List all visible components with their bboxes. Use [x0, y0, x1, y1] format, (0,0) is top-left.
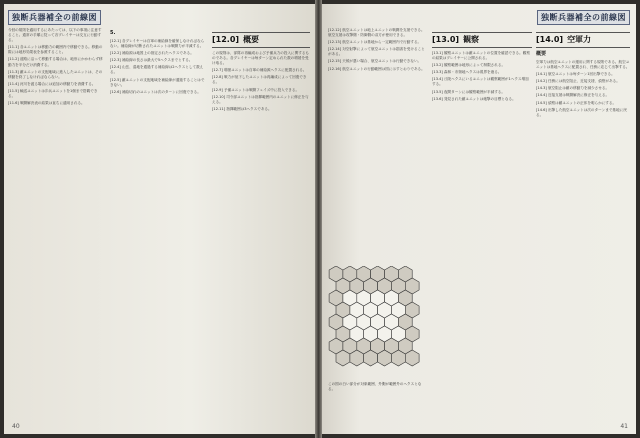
col1-paragraph: [11.4] 河川を渡る場合には追加の移動力を消費する。 [8, 81, 96, 86]
right-column-2 [432, 28, 532, 228]
col1-paragraph: 今回の規則を適用するにあたっては、以下の事項に注意すること。通常の手順に従って各プレイヤーは交互に行動する。 [8, 28, 102, 43]
col2-paragraph: [13.1] 観察ユニットは敵ユニットの位置を確認できる。観察の結果はプレイヤーに公開される。 [432, 51, 530, 61]
col2-paragraph: [13.4] 丘陵ヘクスにいるユニットは観察範囲が1ヘクス増加する。 [432, 77, 529, 87]
left-page [4, 4, 315, 434]
col1-paragraph: [12.14] 対空射撃によって航空ユニットは損害を受けることがある。 [328, 47, 425, 57]
right-folio: 41 [620, 423, 628, 430]
col2-paragraph: 5. [110, 30, 116, 36]
col2-paragraph: [13.5] 夜間ターンには観察範囲が半減する。 [432, 89, 505, 94]
section-heading-13: [13.0] 観察 [432, 32, 532, 48]
col1-paragraph: [11.3] 敵ユニットの支配地域に進入したユニットは、その移動を終了しなければならない。 [8, 69, 103, 79]
col1-paragraph: [12.13] 航空ユニットは基地から一定範囲内で行動する。 [328, 40, 422, 45]
col2-paragraph: [13.3] 森林・市街地ヘクスは視界を遮る。 [432, 70, 502, 75]
left-column-1 [8, 28, 104, 422]
col2-paragraph: [12.4] 山岳、湿地を通過する補給線は2ヘクスとして数える。 [110, 65, 204, 75]
section-heading-14: [14.0] 空軍力 [536, 32, 630, 48]
col1-paragraph: [11.1] 各ユニットは移動力の範囲内で移動できる。移動の際には地形効果表を参照すること。 [8, 45, 103, 55]
col3-paragraph: [14.5] 偵察は敵ユニットの正体を明らかにする。 [536, 100, 617, 105]
col1-paragraph: [11.6] 戦闘解決表の結果は直ちに適用される。 [8, 101, 85, 106]
col1-paragraph: [11.5] 輸送ユニットは歩兵ユニットを1個まで搭載できる。 [8, 88, 98, 99]
col3-paragraph: [14.1] 航空ユニットは毎ターン1回出撃できる。 [536, 72, 615, 77]
right-page [322, 4, 636, 434]
col1-paragraph: [12.12] 航空ユニットは地上ユニットの戦闘を支援できる。航空支援は攻撃側・防御側の双方が使用できる。 [328, 28, 425, 38]
section-heading-12: [12.0] 概要 [212, 32, 310, 48]
col3-paragraph: この規則は、部隊の再編成および予備兵力の投入に関するものである。各プレイヤーは毎ターン定められた数の増援を受け取る。 [212, 51, 310, 66]
left-column-2 [110, 28, 206, 422]
col3-paragraph: [12.9] 予備ユニットは戦闘フェイズ中に投入できる。 [212, 87, 300, 92]
right-column-3 [536, 28, 630, 422]
right-running-header: 独断兵器補全の前線図 [537, 10, 630, 25]
col3-paragraph: [12.8] 戦力が低下したユニットは再編成によって回復できる。 [212, 75, 307, 85]
col1-paragraph: [12.16] 航空ユニットの行動範囲は図に示すとおりである。 [328, 66, 425, 71]
col2-paragraph: [12.6] 補給切れのユニットは次のターンに回復できる。 [110, 89, 201, 94]
col3-paragraph: [14.4] 近接支援は戦闘解決に修正を与える。 [536, 93, 610, 98]
left-running-header: 独断兵器補全の前線図 [8, 10, 101, 25]
col2-paragraph: [12.1] 各プレイヤーは自軍の補給線を確保しなければならない。補給線が切断されたユニットは戦闘力が半減する。 [110, 39, 205, 49]
col3-paragraph: [12.7] 増援ユニットは自軍の補給源ヘクスに配置される。 [212, 68, 307, 73]
col2-paragraph: [12.3] 補給線の長さは最大で5ヘクスまでとする。 [110, 58, 193, 63]
col3-paragraph: [12.10] 司令部ユニットは指揮範囲内のユニットに修正を与える。 [212, 94, 309, 104]
col3-paragraph: [12.11] 指揮範囲は3ヘクスである。 [212, 106, 272, 111]
col1-paragraph: [11.2] 道路に沿って移動する場合は、地形にかかわらず移動力を半分だけ消費する。 [8, 57, 103, 67]
col2-paragraph: [13.6] 発見された敵ユニットは砲撃の目標となる。 [432, 96, 516, 101]
hex-diagram [328, 266, 428, 378]
book-gutter [315, 0, 322, 438]
col2-paragraph: [12.5] 敵ユニットの支配地域を補給線が通過することはできない。 [110, 77, 205, 87]
figure-caption: この図の白い部分が対象範囲、外側が範囲外のヘクスとなる。 [328, 382, 422, 391]
col3-paragraph: [14.2] 任務には航空阻止、近接支援、偵察がある。 [536, 79, 620, 84]
col2-paragraph: [12.2] 補給源は地図上の指定されたヘクスである。 [110, 51, 194, 56]
col2-paragraph: [13.2] 観察範囲は地形によって制限される。 [432, 63, 506, 68]
left-column-3 [212, 28, 310, 422]
col1-paragraph: [12.15] 天候が悪い場合、航空ユニットは行動できない。 [328, 59, 422, 64]
col3-paragraph: 概要 [536, 51, 547, 57]
col3-paragraph: [14.6] 出撃した航空ユニットは次のターンまで基地に戻る。 [536, 107, 627, 117]
col3-paragraph: 空軍力は航空ユニットの運用に関する規則である。航空ユニットは基地ヘクスに配置され、任務に応じて出撃する。 [536, 60, 630, 70]
col3-paragraph: [14.3] 航空阻止は敵の移動力を減少させる。 [536, 86, 610, 91]
left-folio: 40 [12, 423, 20, 430]
